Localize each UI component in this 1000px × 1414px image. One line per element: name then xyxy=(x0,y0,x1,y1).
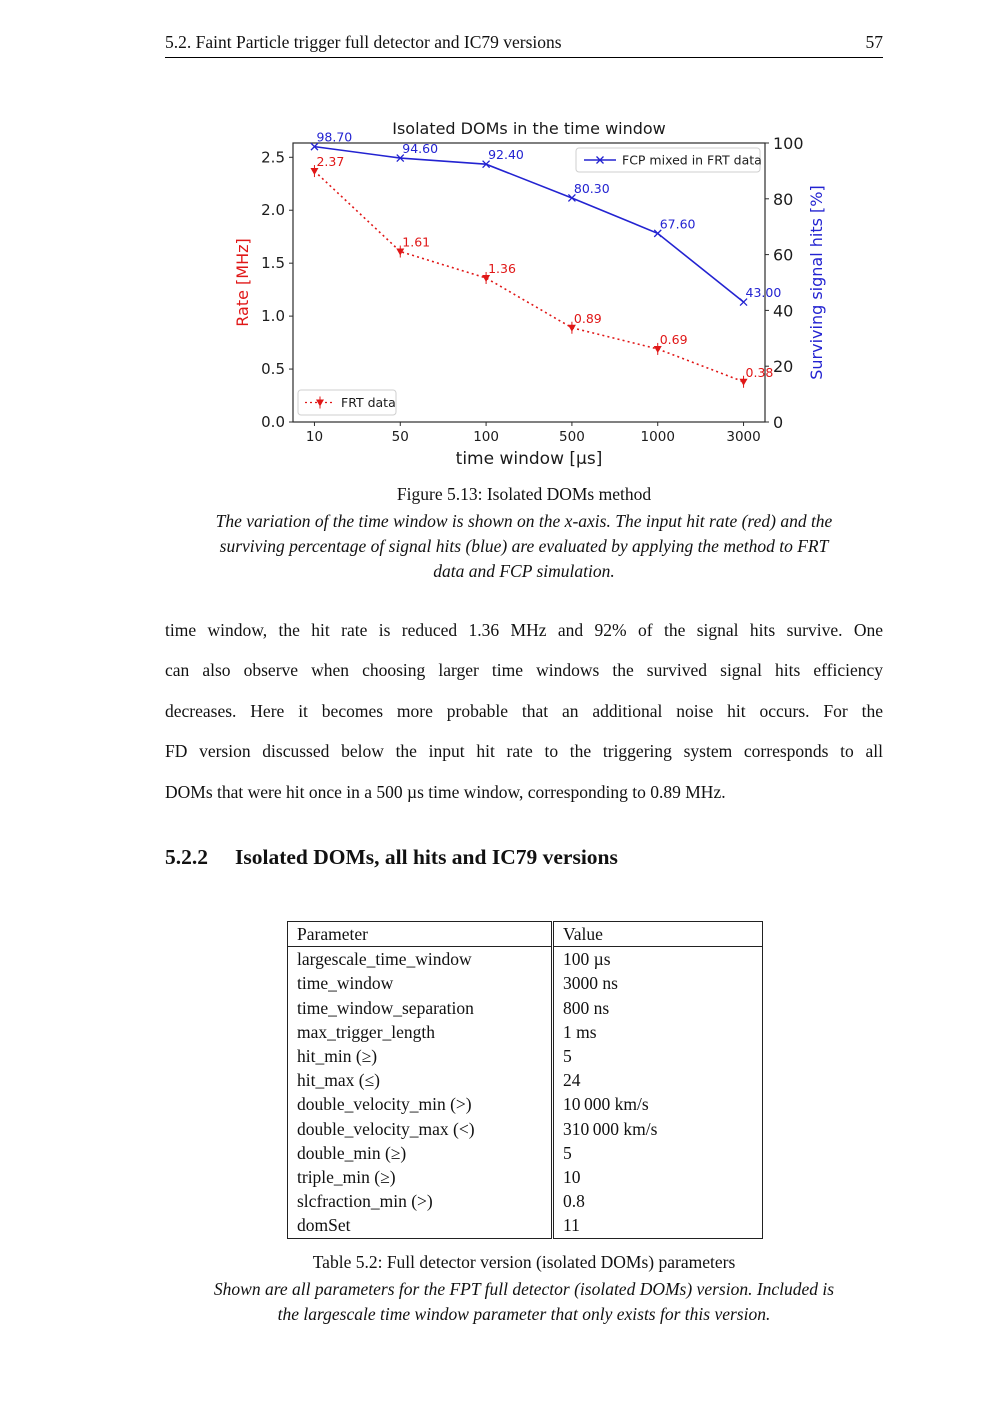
data-point-marker xyxy=(740,379,748,386)
y-tick-label-right: 0 xyxy=(773,413,784,432)
table-caption-line: Shown are all parameters for the FPT full detector (isolated DOMs) version. Included is xyxy=(213,1279,835,1299)
y-tick-label-left: 1.5 xyxy=(261,254,285,273)
data-point-label: 80.30 xyxy=(573,180,610,196)
y-axis-label-left: Rate [MHz] xyxy=(233,238,252,327)
legend-frt-label: FRT data xyxy=(341,395,396,410)
value-cell: 100 µs xyxy=(553,947,763,972)
chart-frame xyxy=(293,143,765,422)
data-point-marker xyxy=(310,168,318,175)
value-cell: 11 xyxy=(553,1213,763,1238)
data-point-label: 92.40 xyxy=(488,147,524,163)
data-point-label: 0.38 xyxy=(745,364,774,380)
param-cell: max_trigger_length xyxy=(297,1021,436,1042)
data-point-marker xyxy=(482,275,490,282)
table-row xyxy=(288,1020,763,1044)
table-row xyxy=(288,1141,763,1165)
header-page-number: 57 xyxy=(865,32,883,52)
param-cell: time_window_separation xyxy=(297,997,474,1018)
body-line: DOMs that were hit once in a 500 µs time window, corresponding to 0.89 MHz. xyxy=(165,781,726,802)
table-row xyxy=(288,996,763,1020)
data-point-label: 0.89 xyxy=(573,310,602,326)
body-line: time window, the hit rate is reduced 1.36 MHz and 92% of the signal hits survive. One xyxy=(165,620,883,640)
value-cell: 0.8 xyxy=(553,1189,763,1213)
body-line: decreases. Here it becomes more probable that an additional noise hit occurs. For the xyxy=(165,700,883,721)
y-tick-label-right: 100 xyxy=(773,134,804,153)
table-row xyxy=(288,1165,763,1189)
chart-canvas xyxy=(233,113,833,475)
table-caption-title: Table 5.2: Full detector version (isolated DOMs) parameters xyxy=(312,1252,736,1272)
param-column-header: Parameter xyxy=(288,922,553,947)
param-cell: double_velocity_min (>) xyxy=(297,1094,472,1115)
x-tick-label: 100 xyxy=(473,429,499,445)
y-axis-label-right: Surviving signal hits [%] xyxy=(807,185,826,380)
table-row xyxy=(288,1117,763,1141)
x-tick-label: 500 xyxy=(559,429,585,445)
param-cell: triple_min (≥) xyxy=(297,1167,396,1188)
section-title: Isolated DOMs, all hits and IC79 versions xyxy=(235,845,618,869)
x-tick-label: 1000 xyxy=(640,429,675,445)
y-tick-label-left: 0.5 xyxy=(261,360,285,379)
figure-5-13-chart xyxy=(233,113,833,475)
figure-caption-line: The variation of the time window is shown on the x-axis. The input hit rate (red) and the xyxy=(215,511,833,531)
data-point-label: 1.36 xyxy=(488,261,516,276)
body-line: can also observe when choosing larger time windows the survived signal hits efficiency xyxy=(165,660,883,681)
figure-caption-line: surviving percentage of signal hits (blue) are evaluated by applying the method to FRT xyxy=(219,536,829,556)
value-cell: 3000 ns xyxy=(553,971,763,995)
table-row xyxy=(288,1189,763,1213)
y-tick-label-left: 0.0 xyxy=(261,413,285,431)
param-cell: largescale_time_window xyxy=(297,949,472,970)
table-caption-line: the largescale time window parameter that only exists for this version. xyxy=(277,1304,771,1324)
table-row xyxy=(288,947,763,972)
y-tick-label-left: 1.0 xyxy=(261,307,285,326)
legend-fcp-label: FCP mixed in FRT data xyxy=(622,152,762,168)
table-row xyxy=(288,971,763,995)
x-tick-label: 3000 xyxy=(726,429,761,445)
value-cell: 800 ns xyxy=(553,996,763,1020)
y-tick-label-right: 80 xyxy=(773,189,794,209)
value-cell: 5 xyxy=(553,1044,763,1068)
figure-caption-title: Figure 5.13: Isolated DOMs method xyxy=(396,484,652,504)
data-point-label: 94.60 xyxy=(402,141,439,157)
param-cell: hit_max (≤) xyxy=(297,1070,380,1091)
y-tick-label-right: 40 xyxy=(773,301,794,321)
table-header-row xyxy=(288,922,763,947)
data-point-label: 2.37 xyxy=(316,154,345,170)
data-point-label: 67.60 xyxy=(659,216,696,232)
series-line-frt xyxy=(314,171,743,382)
parameters-table xyxy=(287,921,763,1239)
body-line: FD version discussed below the input hit rate to the triggering system corresponds to all xyxy=(165,741,883,762)
value-cell: 5 xyxy=(553,1141,763,1165)
x-axis-label: time window [µs] xyxy=(455,449,603,469)
value-column-header: Value xyxy=(553,922,763,947)
param-cell: double_min (≥) xyxy=(297,1142,407,1163)
data-point-marker xyxy=(568,325,576,332)
header-section-title: 5.2. Faint Particle trigger full detector and IC79 versions xyxy=(165,32,562,52)
table-row xyxy=(288,1068,763,1092)
value-cell: 24 xyxy=(553,1068,763,1092)
y-tick-label-right: 20 xyxy=(773,357,794,377)
table-row xyxy=(288,1213,763,1238)
section-heading xyxy=(165,845,618,870)
table-caption-text xyxy=(165,1277,883,1327)
body-paragraph xyxy=(165,610,883,812)
y-tick-label-left: 2.5 xyxy=(261,148,285,167)
figure-caption-line: data and FCP simulation. xyxy=(433,561,615,581)
value-cell: 1 ms xyxy=(553,1020,763,1044)
param-cell: time_window xyxy=(297,973,394,994)
data-point-label: 0.69 xyxy=(659,331,688,347)
param-cell: slcfraction_min (>) xyxy=(297,1191,433,1212)
section-number: 5.2.2 xyxy=(165,845,208,869)
x-tick-label: 50 xyxy=(391,429,409,445)
x-tick-label: 10 xyxy=(305,429,324,445)
value-cell: 10 xyxy=(553,1165,763,1189)
chart-title: Isolated DOMs in the time window xyxy=(392,119,666,138)
data-point-label: 1.61 xyxy=(402,234,431,250)
table-row xyxy=(288,1044,763,1068)
figure-caption-text xyxy=(165,509,883,584)
y-tick-label-left: 2.0 xyxy=(261,201,285,220)
value-cell: 310 000 km/s xyxy=(553,1117,763,1141)
data-point-label: 98.70 xyxy=(316,129,353,145)
param-cell: hit_min (≥) xyxy=(297,1046,378,1067)
page-header xyxy=(165,30,883,58)
param-cell: double_velocity_max (<) xyxy=(297,1118,475,1139)
data-point-label: 43.00 xyxy=(745,285,782,301)
table-row xyxy=(288,1092,763,1116)
data-point-marker xyxy=(654,346,662,353)
y-tick-label-right: 60 xyxy=(773,245,794,265)
param-cell: domSet xyxy=(297,1215,351,1236)
value-cell: 10 000 km/s xyxy=(553,1092,763,1116)
